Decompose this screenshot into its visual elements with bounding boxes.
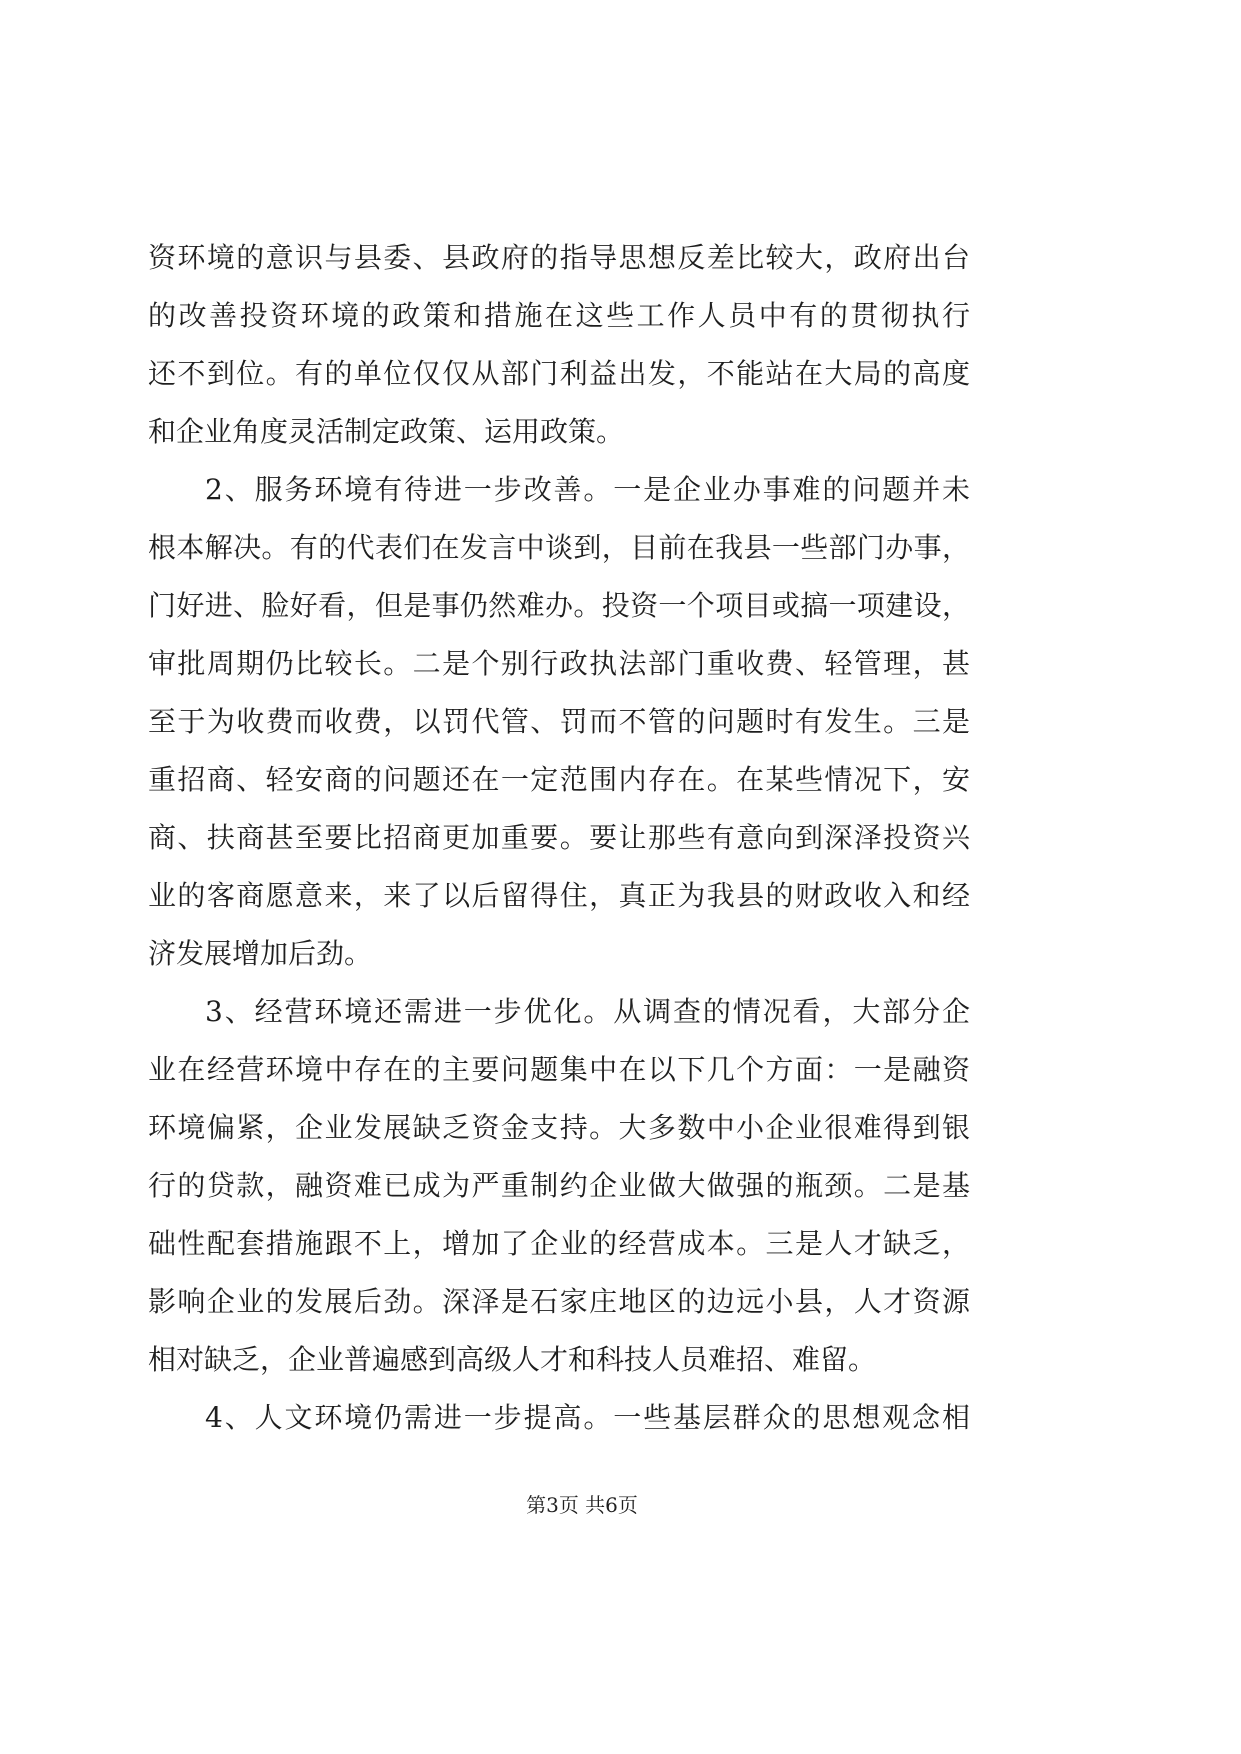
text-line: 重招商、轻安商的问题还在一定范围内存在。在某些情况下，安 <box>148 763 970 796</box>
text-line: 2、服务环境有待进一步改善。一是企业办事难的问题并未 <box>205 473 970 506</box>
text-line: 相对缺乏，企业普遍感到高级人才和科技人员难招、难留。 <box>148 1343 877 1376</box>
text-line: 影响企业的发展后劲。深泽是石家庄地区的边远小县，人才资源 <box>148 1285 970 1318</box>
text-line: 4、人文环境仍需进一步提高。一些基层群众的思想观念相 <box>205 1401 970 1434</box>
text-line: 济发展增加后劲。 <box>148 937 373 970</box>
text-line: 还不到位。有的单位仅仅从部门利益出发，不能站在大局的高度 <box>148 357 970 390</box>
text-line: 环境偏紧，企业发展缺乏资金支持。大多数中小企业很难得到银 <box>148 1111 970 1144</box>
text-line: 的改善投资环境的政策和措施在这些工作人员中有的贯彻执行 <box>148 299 970 332</box>
text-line: 业在经营环境中存在的主要问题集中在以下几个方面：一是融资 <box>148 1053 970 1086</box>
text-line: 和企业角度灵活制定政策、运用政策。 <box>148 415 625 448</box>
paragraph <box>148 461 970 983</box>
page-footer: 第3页 共6页 <box>526 1493 638 1517</box>
text-line: 门好进、脸好看，但是事仍然难办。投资一个项目或搞一项建设， <box>148 589 970 622</box>
text-line: 资环境的意识与县委、县政府的指导思想反差比较大，政府出台 <box>148 241 970 274</box>
text-line: 至于为收费而收费，以罚代管、罚而不管的问题时有发生。三是 <box>148 705 970 738</box>
paragraph <box>148 983 970 1389</box>
document-body <box>148 229 970 1447</box>
text-line: 商、扶商甚至要比招商更加重要。要让那些有意向到深泽投资兴 <box>148 821 970 854</box>
paragraph <box>148 1389 970 1447</box>
paragraph <box>148 229 970 461</box>
text-line: 础性配套措施跟不上，增加了企业的经营成本。三是人才缺乏， <box>148 1227 970 1260</box>
text-line: 审批周期仍比较长。二是个别行政执法部门重收费、轻管理，甚 <box>148 647 970 680</box>
text-line: 3、经营环境还需进一步优化。从调查的情况看，大部分企 <box>205 995 970 1028</box>
text-line: 根本解决。有的代表们在发言中谈到，目前在我县一些部门办事， <box>148 531 970 564</box>
text-line: 行的贷款，融资难已成为严重制约企业做大做强的瓶颈。二是基 <box>148 1169 970 1202</box>
text-line: 业的客商愿意来，来了以后留得住，真正为我县的财政收入和经 <box>148 879 970 912</box>
